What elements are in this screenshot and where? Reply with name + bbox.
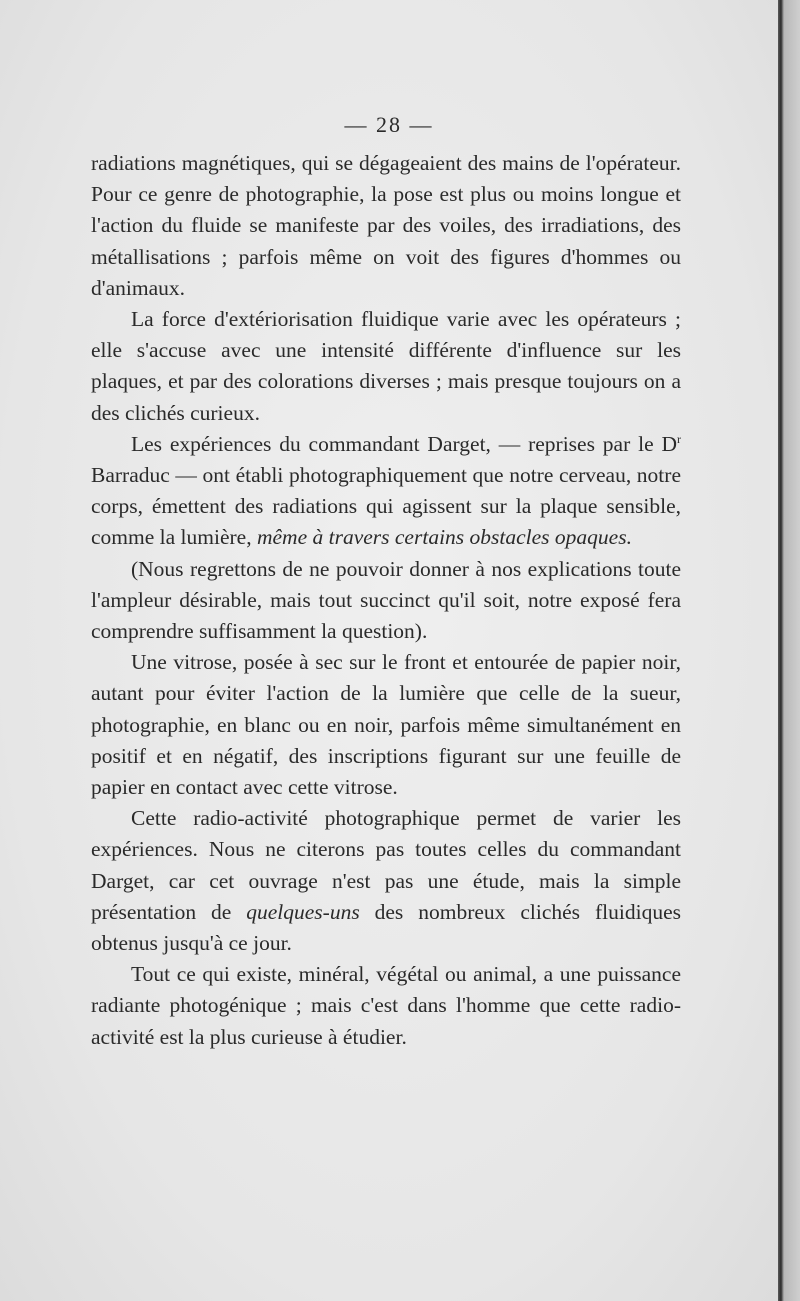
paragraph-5: Une vitrose, posée à sec sur le front et entourée de papier noir, autant pour éviter l'action de la lumière que celle de la sueur, photographie, en blanc ou en noir, parfois même simultanément en positif et en négatif, des inscriptions figurant sur une feuille de papier en contact avec cette vitrose.	[91, 650, 681, 800]
paragraph-6-text-a: Cette radio-activité photographique permet de varier les expériences. Nous ne citerons pas toutes celles du commandant Darget, car cet ouvrage n'est pas une étude, mais la simple présentation de	[91, 806, 681, 924]
body-text	[91, 148, 681, 1053]
paragraph-6-italic: quelques-uns	[246, 899, 360, 924]
paragraph-2: La force d'extériorisation fluidique varie avec les opérateurs ; elle s'accuse avec une intensité différente d'influence sur les plaques, et par des colorations diverses ; mais presque toujours on a des clichés curieux.	[91, 307, 681, 425]
paragraph-6	[91, 803, 681, 959]
paragraph-4: (Nous regrettons de ne pouvoir donner à nos explications toute l'ampleur désirable, mais tout succinct qu'il soit, notre exposé fera comprendre suffisamment la question).	[91, 556, 681, 644]
paragraph-1: radiations magnétiques, qui se dégageaient des mains de l'opérateur. Pour ce genre de photographie, la pose est plus ou moins longue et l'action du fluide se manifeste par des voiles, des irradiations, des métallisations ; parfois même on voit des figures d'hommes ou d'animaux.	[91, 151, 681, 300]
paragraph-7: Tout ce qui existe, minéral, végétal ou animal, a une puissance radiante photogénique ; mais c'est dans l'homme que cette radio-activité est la plus curieuse à étudier.	[91, 962, 681, 1049]
paragraph-3-text-b: Barraduc — ont établi photographiquement que notre cerveau, notre corps, émettent des radiations qui agissent sur la plaque sensible, comme la lumière,	[91, 463, 681, 550]
paragraph-6-text-b: des nombreux clichés fluidiques obtenus jusqu'à ce jour.	[91, 899, 681, 956]
page-binding-edge	[778, 0, 800, 1301]
paragraph-3-superscript: r	[677, 431, 681, 446]
paragraph-3-italic: même à travers certains obstacles opaques.	[256, 525, 632, 550]
paragraph-3-text-a: Les expériences du commandant Darget, — reprises par le D	[131, 431, 677, 456]
page-number: — 28 —	[344, 112, 434, 137]
paragraph-3	[91, 429, 681, 554]
